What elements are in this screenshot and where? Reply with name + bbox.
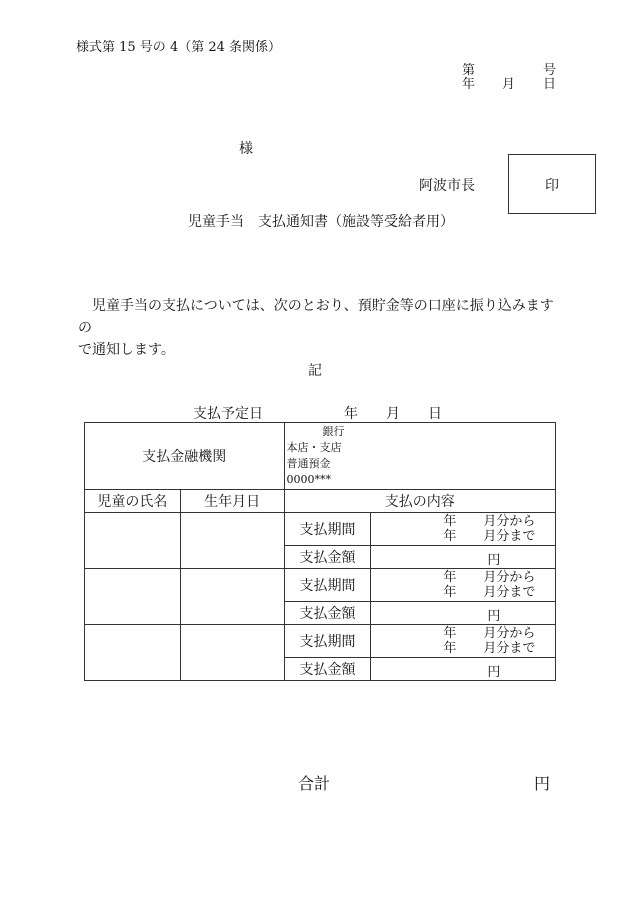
account-type: 普通預金 <box>286 457 331 470</box>
birth-date-cell <box>180 513 284 569</box>
period-label: 支払期間 <box>284 625 371 658</box>
amount-yen: 円 <box>487 665 501 680</box>
period-from-year: 年 <box>443 626 457 641</box>
payment-table <box>84 422 556 681</box>
amount-label: 支払金額 <box>284 658 371 681</box>
child-name-cell <box>85 513 181 569</box>
period-from-year: 年 <box>443 514 457 529</box>
period-to: 月分まで <box>483 529 536 544</box>
addressee-honorific: 様 <box>239 141 253 157</box>
amount-value <box>371 602 556 625</box>
period-value <box>371 625 556 658</box>
body-line-2: で通知します。 <box>78 342 175 358</box>
child-name-cell <box>85 569 181 625</box>
bank-row <box>85 423 556 490</box>
period-to: 月分まで <box>483 585 536 600</box>
birth-date-cell <box>180 625 284 681</box>
bank-branch: 本店・支店 <box>286 441 342 454</box>
seal-box <box>508 154 596 214</box>
scheduled-day: 日 <box>428 406 442 422</box>
amount-label: 支払金額 <box>284 602 371 625</box>
scheduled-month: 月 <box>386 406 400 422</box>
scheduled-date-label: 支払予定日 <box>193 406 263 422</box>
doc-number-prefix: 第 <box>462 63 476 78</box>
amount-yen: 円 <box>487 609 501 624</box>
amount-value <box>371 658 556 681</box>
table-row <box>85 569 556 602</box>
child-name-cell <box>85 625 181 681</box>
doc-date-month: 月 <box>502 77 516 92</box>
total-label: 合計 <box>298 774 331 793</box>
form-number: 様式第 15 号の 4（第 24 条関係） <box>76 40 282 55</box>
account-number: 0000*** <box>286 473 332 486</box>
period-label: 支払期間 <box>284 513 371 546</box>
ki-heading: 記 <box>308 363 322 379</box>
period-from: 月分から <box>483 514 536 529</box>
body-line-1: 児童手当の支払については、次のとおり、預貯金等の口座に振り込みますの <box>78 298 554 336</box>
amount-value <box>371 546 556 569</box>
period-to-year: 年 <box>443 641 457 656</box>
issuer-name: 阿波市長 <box>419 178 475 194</box>
col-payment-content: 支払の内容 <box>284 490 555 513</box>
col-birth-date: 生年月日 <box>180 490 284 513</box>
table-row <box>85 625 556 658</box>
period-from: 月分から <box>483 626 536 641</box>
period-label: 支払期間 <box>284 569 371 602</box>
seal-label: 印 <box>545 178 559 194</box>
header-row <box>85 490 556 513</box>
body-paragraph <box>78 295 558 361</box>
table-row <box>85 513 556 546</box>
doc-number-suffix: 号 <box>543 63 557 78</box>
amount-label: 支払金額 <box>284 546 371 569</box>
period-value <box>371 513 556 546</box>
period-to-year: 年 <box>443 529 457 544</box>
birth-date-cell <box>180 569 284 625</box>
period-value <box>371 569 556 602</box>
bank-info <box>284 423 555 490</box>
period-from: 月分から <box>483 570 536 585</box>
col-child-name: 児童の氏名 <box>85 490 181 513</box>
total-yen: 円 <box>534 774 551 793</box>
doc-date-day: 日 <box>543 77 557 92</box>
scheduled-year: 年 <box>344 406 358 422</box>
period-from-year: 年 <box>443 570 457 585</box>
bank-name: 銀行 <box>322 425 345 438</box>
period-to-year: 年 <box>443 585 457 600</box>
document-title: 児童手当 支払通知書（施設等受給者用） <box>188 214 454 230</box>
amount-yen: 円 <box>487 553 501 568</box>
period-to: 月分まで <box>483 641 536 656</box>
doc-date-year: 年 <box>462 77 476 92</box>
bank-label: 支払金融機関 <box>85 423 285 490</box>
